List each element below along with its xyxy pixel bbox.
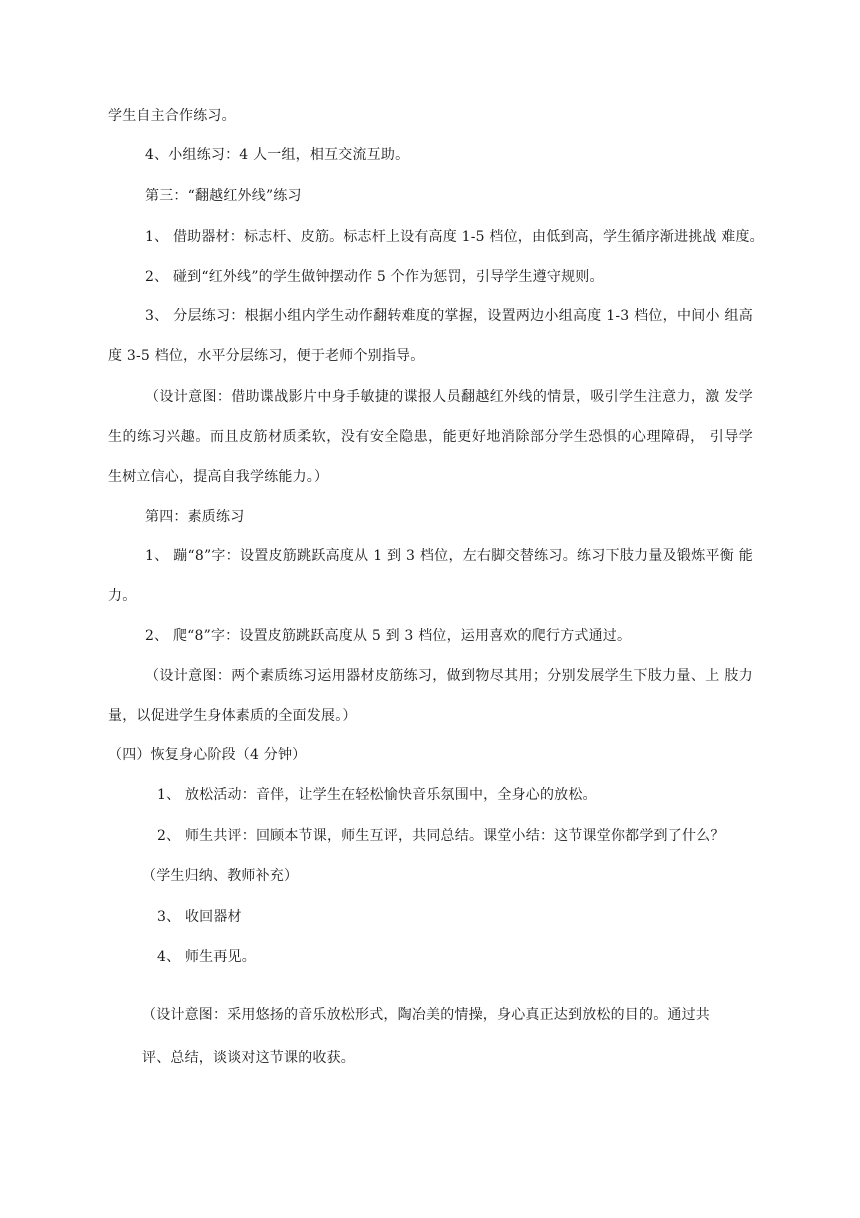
text-line: 3、 分层练习：根据小组内学生动作翻转难度的掌握，设置两边小组高度 1-3 档位，中间小 组高 [145,308,753,324]
text-line: 评、总结，谈谈对这节课的收获。 [142,1050,355,1066]
text-line: 2、 碰到“红外线”的学生做钟摆动作 5 个作为惩罚，引导学生遵守规则。 [145,269,604,285]
text-line: （设计意图：借助谍战影片中身手敏捷的谍报人员翻越红外线的情景，吸引学生注意力，激 发学 [145,389,753,405]
section-heading: （四）恢复身心阶段（4 分钟） [108,747,307,763]
section-heading: 第三：“翻越红外线”练习 [145,188,302,204]
text-line: 生树立信心，提高自我学练能力。） [108,469,329,485]
text-line: 1、 蹦“8”字：设置皮筋跳跃高度从 1 到 3 档位，左右脚交替练习。练习下肢力量及锻炼平衡 能 [145,548,753,564]
text-line: 1、 借助器材：标志杆、皮筋。标志杆上设有高度 1-5 档位，由低到高，学生循序渐进挑战 难度。 [145,229,764,245]
text-line: （设计意图：采用悠扬的音乐放松形式，陶冶美的情操，身心真正达到放松的目的。通过共 [142,1007,710,1023]
text-line: 生的练习兴趣。而且皮筋材质柔软，没有安全隐患，能更好地消除部分学生恐惧的心理障碍， 引导学 [108,429,753,445]
text-line: 4、小组练习：4 人一组，相互交流互助。 [145,147,410,163]
text-line: 量，以促进学生身体素质的全面发展。） [108,708,357,724]
text-line: （学生归纳、教师补充） [142,868,299,884]
section-heading: 第四：素质练习 [145,509,245,525]
text-line: 学生自主合作练习。 [108,108,236,124]
text-line: 度 3-5 档位，水平分层练习，便于老师个别指导。 [108,348,425,364]
text-line: 3、 收回器材 [157,909,242,925]
text-line: （设计意图：两个素质练习运用器材皮筋练习，做到物尽其用；分别发展学生下肢力量、上 肢力 [145,668,753,684]
text-line: 1、 放松活动：音伴，让学生在轻松愉快音乐氛围中，全身心的放松。 [157,787,597,803]
text-line: 2、 师生共评：回顾本节课，师生互评，共同总结。课堂小结：这节课堂你都学到了什么？ [157,828,725,844]
text-line: 力。 [108,588,137,604]
text-line: 2、 爬“8”字：设置皮筋跳跃高度从 5 到 3 档位，运用喜欢的爬行方式通过。 [145,628,632,644]
text-line: 4、 师生再见。 [157,949,256,965]
